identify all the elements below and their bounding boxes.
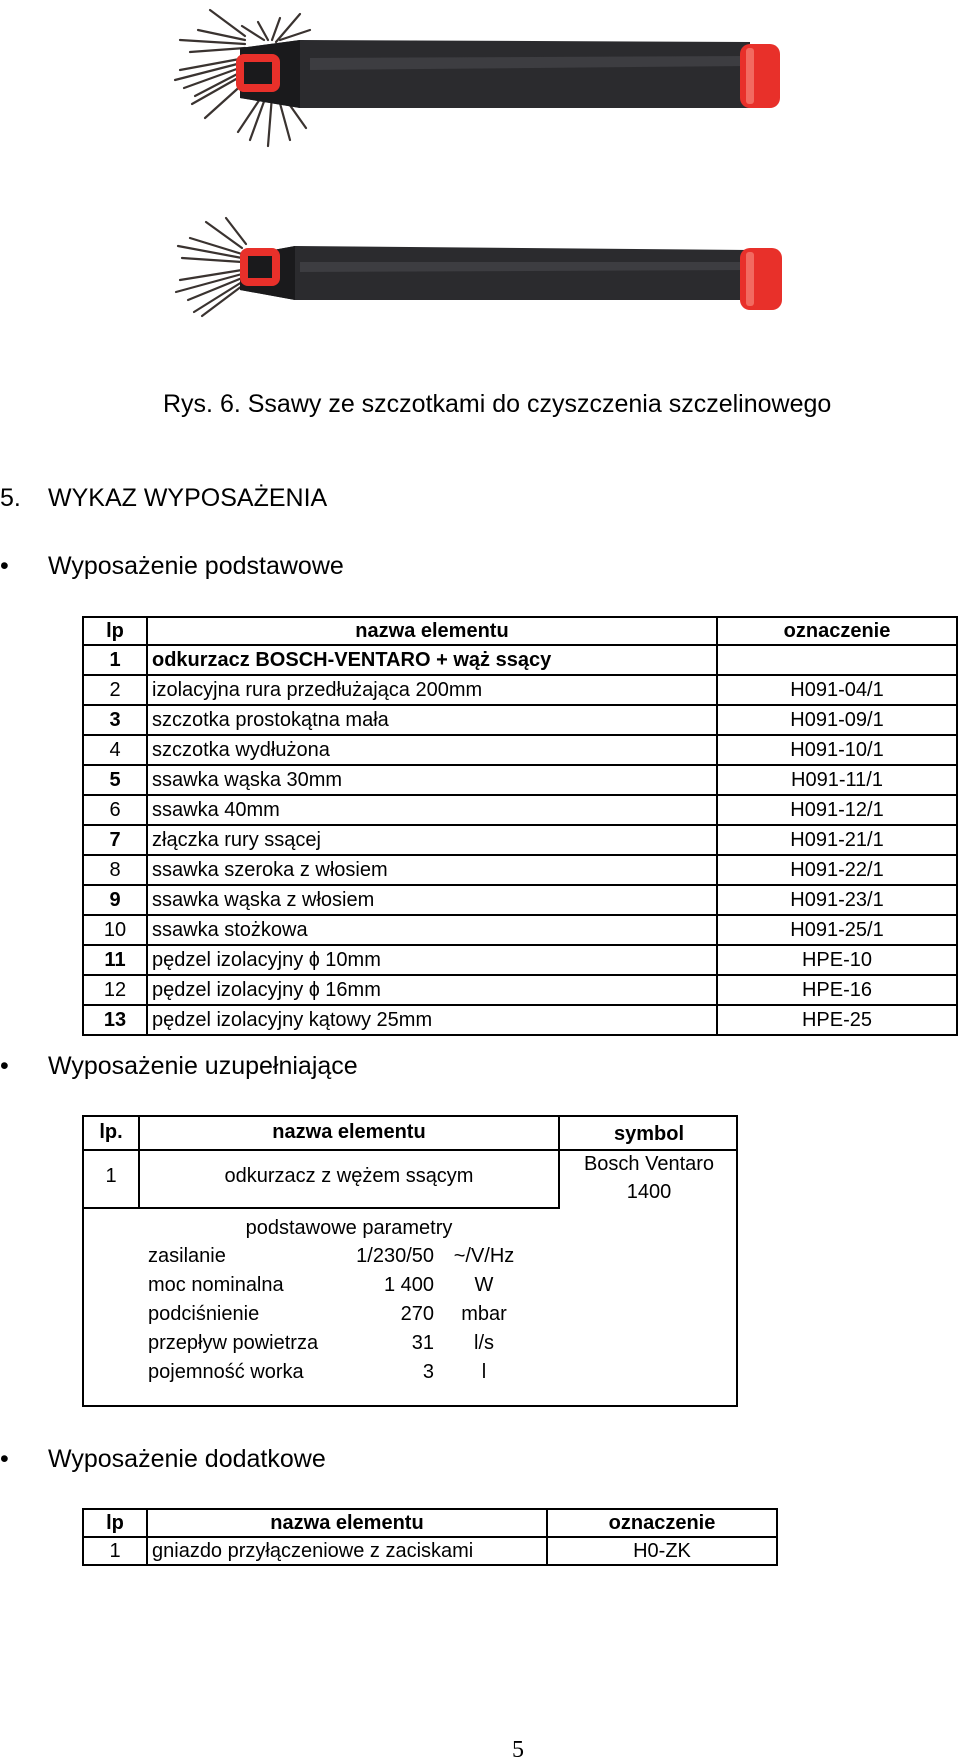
row-lp: 1: [83, 645, 147, 675]
row-lp: 2: [83, 675, 147, 705]
table-header-row: [83, 617, 957, 645]
parameter-unit: l: [481, 1361, 487, 1383]
row-symbol-line2: 1400: [626, 1181, 672, 1203]
table-row: [83, 945, 957, 975]
row-code: H0-ZK: [547, 1537, 777, 1565]
row-name: ssawka wąska 30mm: [147, 765, 717, 795]
row-lp: 3: [83, 705, 147, 735]
nozzle-with-brush-top: [175, 10, 780, 146]
table-header-row: [83, 1509, 777, 1537]
column-header-lp: lp: [83, 617, 147, 645]
row-name: odkurzacz z wężem ssącym: [224, 1165, 474, 1187]
row-name: ssawka stożkowa: [147, 915, 717, 945]
additional-equipment-title: Wyposażenie dodatkowe: [48, 1445, 326, 1473]
row-lp: 10: [83, 915, 147, 945]
nozzles-photo: [150, 0, 900, 360]
table-row: [83, 1537, 777, 1565]
table-row: [83, 1005, 957, 1035]
column-header-code: oznaczenie: [717, 617, 957, 645]
section-number: 5.: [0, 484, 21, 512]
page-number: 5: [512, 1737, 524, 1763]
basic-equipment-title: Wyposażenie podstawowe: [48, 552, 344, 580]
row-code: H091-25/1: [717, 915, 957, 945]
row-lp: 13: [83, 1005, 147, 1035]
row-name: pędzel izolacyjny ɸ 10mm: [147, 945, 717, 975]
figure-caption: Rys. 6. Ssawy ze szczotkami do czyszczenia szczelinowego: [163, 390, 832, 418]
row-name: złączka rury ssącej: [147, 825, 717, 855]
bullet-icon: •: [0, 1445, 9, 1473]
row-code: H091-23/1: [717, 885, 957, 915]
row-lp: 12: [83, 975, 147, 1005]
table-row: [83, 765, 957, 795]
parameter-unit: W: [474, 1274, 494, 1296]
row-lp: 9: [83, 885, 147, 915]
parameter-unit: ~/V/Hz: [453, 1245, 515, 1267]
table-row: [83, 795, 957, 825]
row-symbol-line1: Bosch Ventaro: [583, 1153, 715, 1175]
column-header-symbol: symbol: [613, 1123, 685, 1145]
column-header-name: nazwa elementu: [272, 1121, 426, 1143]
table-row: [83, 975, 957, 1005]
parameter-value: 31: [411, 1332, 434, 1354]
row-lp: 1: [83, 1537, 147, 1565]
column-header-lp: lp: [83, 1509, 147, 1537]
parameters-title: podstawowe parametry: [245, 1217, 453, 1239]
row-name: odkurzacz BOSCH-VENTARO + wąż ssący: [147, 645, 717, 675]
table-row: [83, 675, 957, 705]
row-name: szczotka prostokątna mała: [147, 705, 717, 735]
parameter-label: moc nominalna: [148, 1274, 284, 1296]
row-lp: 1: [105, 1165, 117, 1187]
row-code: HPE-10: [717, 945, 957, 975]
row-code: [717, 645, 957, 675]
table-row: [83, 645, 957, 675]
row-name: pędzel izolacyjny kątowy 25mm: [147, 1005, 717, 1035]
parameter-label: zasilanie: [148, 1245, 226, 1267]
bullet-icon: •: [0, 1052, 9, 1080]
row-lp: 5: [83, 765, 147, 795]
column-header-name: nazwa elementu: [147, 1509, 547, 1537]
parameter-label: przepływ powietrza: [148, 1332, 319, 1354]
parameter-value: 1 400: [383, 1274, 434, 1296]
supplementary-equipment-title: Wyposażenie uzupełniające: [48, 1052, 358, 1080]
table-row: [83, 915, 957, 945]
parameter-unit: mbar: [461, 1303, 507, 1325]
parameter-label: podciśnienie: [148, 1303, 260, 1325]
parameter-value: 270: [400, 1303, 434, 1325]
row-lp: 6: [83, 795, 147, 825]
nozzle-with-brush-bottom: [176, 218, 782, 316]
row-lp: 7: [83, 825, 147, 855]
row-name: gniazdo przyłączeniowe z zaciskami: [147, 1537, 547, 1565]
table-row: [83, 825, 957, 855]
parameter-value: 3: [422, 1361, 434, 1383]
row-name: ssawka szeroka z włosiem: [147, 855, 717, 885]
parameter-label: pojemność worka: [148, 1361, 304, 1383]
table-row: [83, 735, 957, 765]
row-name: izolacyjna rura przedłużająca 200mm: [147, 675, 717, 705]
table-row: [83, 855, 957, 885]
row-name: pędzel izolacyjny ɸ 16mm: [147, 975, 717, 1005]
parameter-unit: l/s: [474, 1332, 494, 1354]
column-header-lp: lp.: [99, 1121, 123, 1143]
row-name: ssawka wąska z włosiem: [147, 885, 717, 915]
row-code: HPE-16: [717, 975, 957, 1005]
bullet-icon: •: [0, 552, 9, 580]
section-title: WYKAZ WYPOSAŻENIA: [48, 484, 328, 512]
table-row: [83, 885, 957, 915]
table-row: [83, 705, 957, 735]
parameter-value: 1/230/50: [356, 1245, 434, 1267]
row-code: HPE-25: [717, 1005, 957, 1035]
row-code: H091-22/1: [717, 855, 957, 885]
row-code: H091-11/1: [717, 765, 957, 795]
basic-equipment-table: [82, 616, 958, 1036]
row-lp: 11: [83, 945, 147, 975]
row-code: H091-12/1: [717, 795, 957, 825]
column-header-name: nazwa elementu: [147, 617, 717, 645]
row-lp: 4: [83, 735, 147, 765]
row-name: szczotka wydłużona: [147, 735, 717, 765]
row-code: H091-04/1: [717, 675, 957, 705]
column-header-code: oznaczenie: [547, 1509, 777, 1537]
row-code: H091-10/1: [717, 735, 957, 765]
additional-equipment-table: [82, 1508, 778, 1566]
supplementary-equipment-table: [82, 1115, 738, 1407]
row-name: ssawka 40mm: [147, 795, 717, 825]
row-code: H091-09/1: [717, 705, 957, 735]
row-code: H091-21/1: [717, 825, 957, 855]
row-lp: 8: [83, 855, 147, 885]
